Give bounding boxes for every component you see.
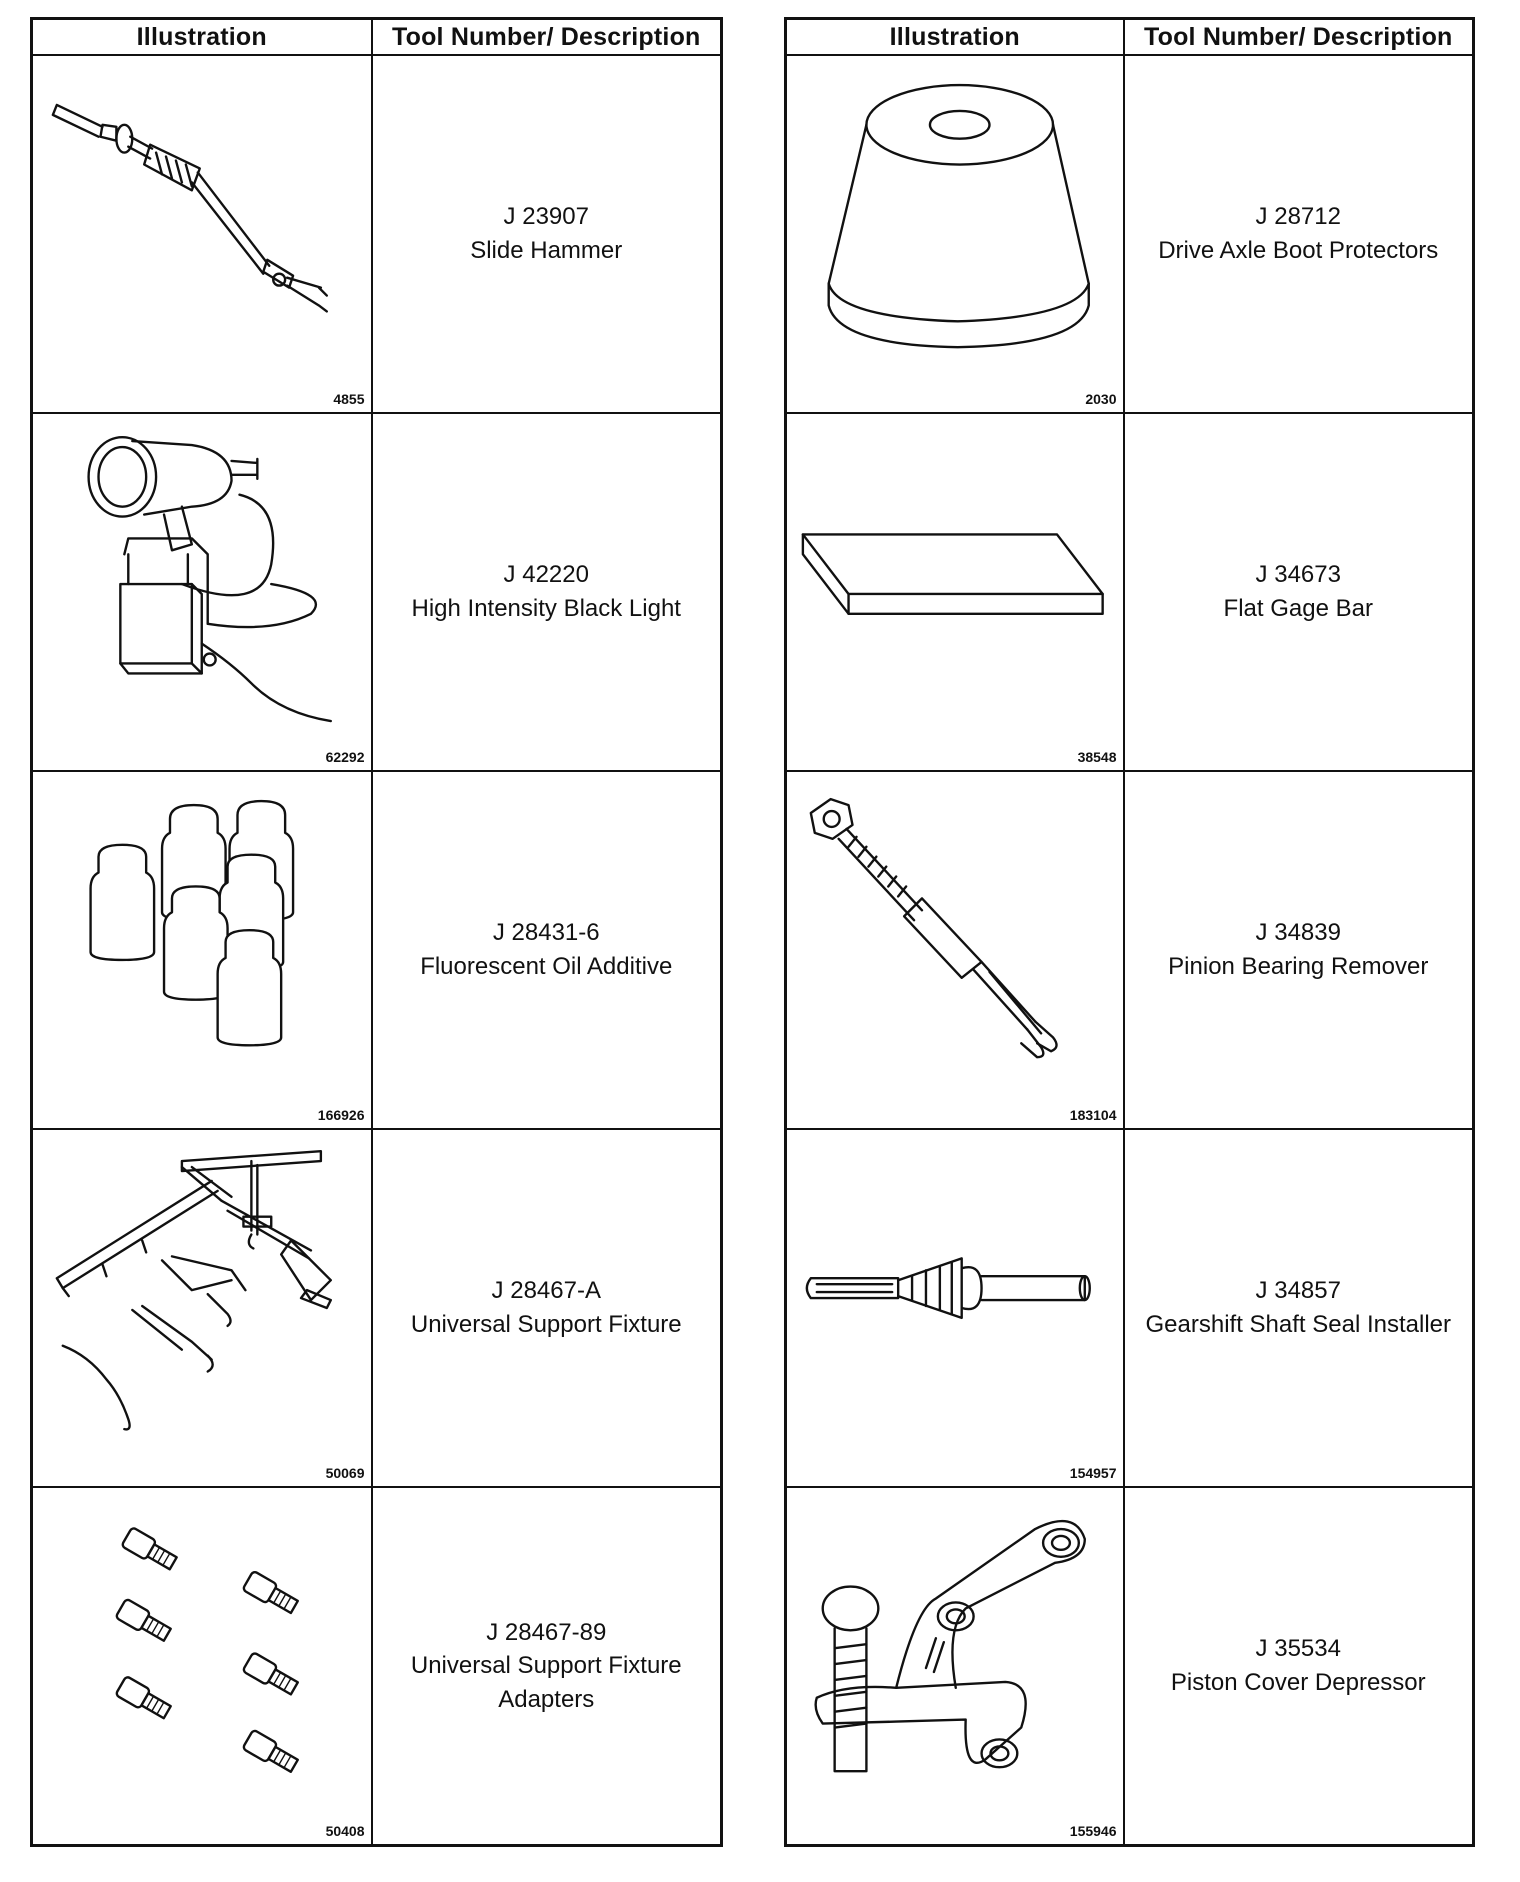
- description-cell: [1124, 413, 1474, 771]
- figure-number: 2030: [1085, 391, 1117, 407]
- illustration-cell: [32, 413, 372, 771]
- table-row: [786, 55, 1474, 413]
- tool-table-right: [784, 17, 1475, 1847]
- tool-number: J 28712: [1255, 203, 1341, 231]
- seal-installer-icon: [787, 1130, 1123, 1486]
- header-row: [786, 19, 1474, 56]
- tool-description: Pinion Bearing Remover: [1168, 953, 1429, 980]
- bearing-remover-icon: [787, 772, 1123, 1128]
- oil-bottles-icon: [33, 772, 371, 1128]
- illustration-cell: [786, 413, 1124, 771]
- illustration-cell: [32, 55, 372, 413]
- tool-description: Universal Support Fixture Adapters: [410, 1652, 682, 1713]
- description-cell: [1124, 55, 1474, 413]
- figure-number: 50408: [325, 1823, 365, 1839]
- tool-description: Piston Cover Depressor: [1170, 1669, 1426, 1696]
- illustration-cell: [786, 771, 1124, 1129]
- support-fixture-icon: [33, 1130, 371, 1486]
- cover-depressor-icon: [787, 1488, 1123, 1844]
- figure-number: 166926: [317, 1107, 365, 1123]
- illustration-cell: [786, 55, 1124, 413]
- boot-protector-icon: [787, 56, 1123, 412]
- illustration-cell: [786, 1487, 1124, 1846]
- table-row: [786, 1487, 1474, 1846]
- description-cell: [372, 771, 722, 1129]
- tool-number: J 28467-89: [486, 1618, 607, 1646]
- tool-description: High Intensity Black Light: [411, 595, 681, 622]
- tool-description: Fluorescent Oil Additive: [420, 953, 673, 980]
- tool-number: J 35534: [1255, 1635, 1341, 1663]
- tool-number: J 28467-A: [491, 1277, 601, 1305]
- description-cell: [372, 413, 722, 771]
- description-cell: [372, 55, 722, 413]
- illustration-header: Illustration: [786, 19, 1124, 56]
- black-light-icon: [33, 414, 371, 770]
- tool-number: J 42220: [503, 561, 589, 589]
- table-row: [786, 1129, 1474, 1487]
- figure-number: 50069: [325, 1465, 365, 1481]
- table-row: [786, 413, 1474, 771]
- description-cell: [1124, 771, 1474, 1129]
- figure-number: 62292: [325, 749, 365, 765]
- tool-number: J 34839: [1255, 919, 1341, 947]
- illustration-cell: [32, 771, 372, 1129]
- tool-number: J 34673: [1255, 561, 1341, 589]
- description-cell: [1124, 1487, 1474, 1846]
- header-row: [32, 19, 722, 56]
- illustration-header: Illustration: [32, 19, 372, 56]
- tool-number: J 28431-6: [492, 919, 600, 947]
- description-cell: [1124, 1129, 1474, 1487]
- illustration-cell: [32, 1129, 372, 1487]
- table-row: [32, 1129, 722, 1487]
- tool-description: Slide Hammer: [470, 237, 623, 264]
- tool-number: J 34857: [1255, 1277, 1341, 1305]
- fixture-adapters-icon: [33, 1488, 371, 1844]
- table-row: [786, 771, 1474, 1129]
- tool-description-header: Tool Number/ Description: [1124, 19, 1474, 56]
- description-cell: [372, 1487, 722, 1846]
- tool-description: Universal Support Fixture: [410, 1311, 682, 1338]
- tool-table-left: [30, 17, 723, 1847]
- slide-hammer-icon: [33, 56, 371, 412]
- figure-number: 38548: [1077, 749, 1117, 765]
- description-cell: [372, 1129, 722, 1487]
- gage-bar-icon: [787, 414, 1123, 770]
- tool-description: Gearshift Shaft Seal Installer: [1145, 1311, 1451, 1338]
- table-row: [32, 1487, 722, 1846]
- table-row: [32, 771, 722, 1129]
- tool-description: Flat Gage Bar: [1223, 595, 1373, 622]
- tool-description: Drive Axle Boot Protectors: [1158, 237, 1439, 264]
- tool-number: J 23907: [503, 203, 589, 231]
- figure-number: 183104: [1069, 1107, 1117, 1123]
- table-row: [32, 413, 722, 771]
- figure-number: 155946: [1069, 1823, 1117, 1839]
- figure-number: 154957: [1069, 1465, 1117, 1481]
- figure-number: 4855: [333, 391, 365, 407]
- illustration-cell: [786, 1129, 1124, 1487]
- illustration-cell: [32, 1487, 372, 1846]
- tool-description-header: Tool Number/ Description: [372, 19, 722, 56]
- table-row: [32, 55, 722, 413]
